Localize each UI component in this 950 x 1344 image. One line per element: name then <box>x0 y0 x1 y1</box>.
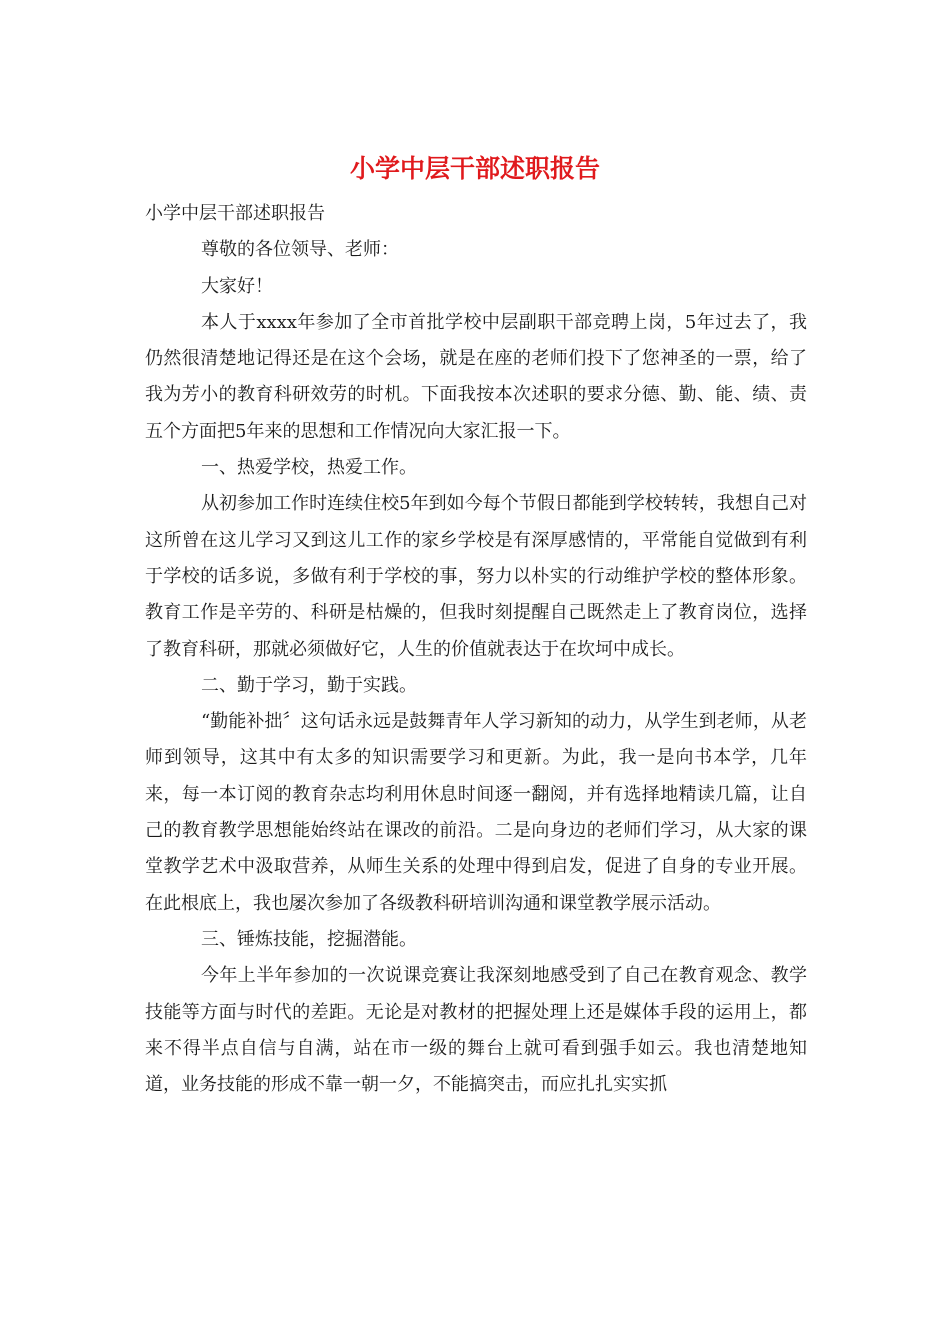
section-paragraph-2: “勤能补拙〞这句话永远是鼓舞青年人学习新知的动力，从学生到老师，从老师到领导，这其中有太多的知识需要学习和更新。为此，我一是向书本学，几年来，每一本订阅的教育杂志均利用休息时间逐一翻阅，并有选择地精读几篇，让自己的教育教学思想能始终站在课改的前沿。二是向身边的老师们学习，从大家的课堂教学艺术中汲取营养，从师生关系的处理中得到启发，促进了自身的专业开展。在此根底上，我也屡次参加了各级教科研培训沟通和课堂教学展示活动。 <box>145 711 807 914</box>
section-heading-2: 二、勤于学习，勤于实践。 <box>201 674 417 696</box>
section-paragraph-3: 今年上半年参加的一次说课竞赛让我深刻地感受到了自己在教育观念、教学技能等方面与时代的差距。无论是对教材的把握处理上还是媒体手段的运用上，都来不得半点自信与自满，站在市一级的舞台上就可看到强手如云。我也清楚地知道，业务技能的形成不靠一朝一夕，不能搞突击，而应扎扎实实抓 <box>145 965 807 1096</box>
greeting: 大家好！ <box>201 275 273 297</box>
section-heading-1: 一、热爱学校，热爱工作。 <box>201 457 417 479</box>
section-paragraph-1: 从初参加工作时连续住校5年到如今每个节假日都能到学校转转，我想自己对这所曾在这儿学习又到这儿工作的家乡学校是有深厚感情的，平常能自觉做到有利于学校的话多说，多做有利于学校的事，努力以朴实的行动维护学校的整体形象。教育工作是辛劳的、科研是枯燥的，但我时刻提醒自己既然走上了教育岗位，选择了教育科研，那就必须做好它，人生的价值就表达于在坎坷中成长。 <box>145 493 807 660</box>
document-body <box>145 196 807 1103</box>
document-subtitle: 小学中层干部述职报告 <box>145 203 325 224</box>
salutation: 尊敬的各位领导、老师： <box>201 239 399 261</box>
intro-paragraph: 本人于xxxx年参加了全市首批学校中层副职干部竞聘上岗，5年过去了，我仍然很清楚地记得还是在这个会场，就是在座的老师们投下了您神圣的一票，给了我为芳小的教育科研效劳的时机。下面我按本次述职的要求分德、勤、能、绩、责五个方面把5年来的思想和工作情况向大家汇报一下。 <box>145 311 807 442</box>
section-heading-3: 三、锤炼技能，挖掘潜能。 <box>201 928 417 950</box>
document-title: 小学中层干部述职报告 <box>349 154 600 183</box>
